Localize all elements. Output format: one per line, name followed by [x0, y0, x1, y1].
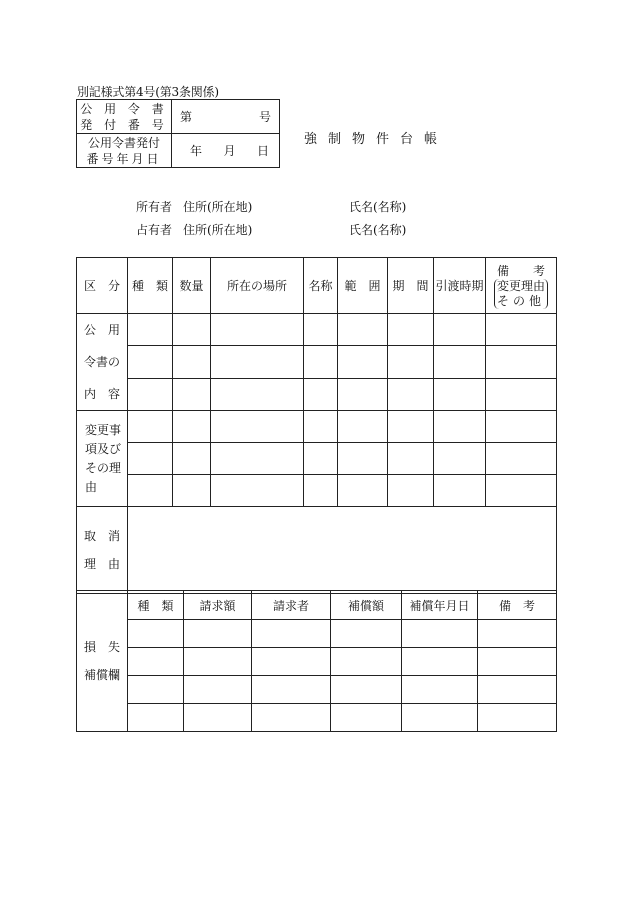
occupant-address-label: 住所(所在地)	[183, 223, 253, 237]
issue-date-label-b: 番号年月日	[86, 151, 162, 166]
col-type: 種 類	[128, 258, 173, 314]
issue-number-prefix: 第	[180, 110, 193, 124]
table-row	[77, 378, 557, 410]
form-caption: 別記様式第4号(第3条関係)	[77, 85, 219, 99]
main-table	[76, 257, 557, 594]
owner-address-label: 住所(所在地)	[183, 200, 253, 214]
occupant-label: 占有者	[136, 223, 173, 237]
page-title: 強制物件台帳	[304, 132, 449, 147]
issue-number-suffix: 号	[258, 110, 271, 124]
section1-line-b: 令書の	[83, 355, 120, 369]
remarks-sub-a: 変更理由	[496, 278, 545, 293]
date-month: 月	[223, 144, 236, 158]
loss-col-compensation-amount: 補償額	[331, 591, 402, 620]
cancellation-reason-field	[128, 507, 557, 594]
section-loss-compensation	[77, 591, 128, 732]
table-row	[77, 314, 557, 346]
issue-number-value-cell	[172, 100, 280, 134]
loss-col-remarks: 備 考	[478, 591, 557, 620]
col-name: 名称	[304, 258, 338, 314]
remarks-header: 備 考	[496, 263, 545, 278]
issue-number-label-a: 公 用 令 書	[80, 101, 168, 116]
remarks-note	[494, 279, 548, 309]
table-row	[77, 704, 557, 732]
occupant-name-label: 氏名(名称)	[349, 223, 407, 237]
date-year: 年	[190, 144, 203, 158]
issue-number-label-b: 発 付 番 号	[80, 117, 168, 132]
table-row	[77, 443, 557, 475]
table-row	[77, 411, 557, 443]
loss-label-a: 損 失	[83, 640, 120, 654]
section2-label: 変更事項及びその理由	[85, 422, 122, 494]
issue-date-label-cell	[77, 134, 172, 168]
table-row	[77, 620, 557, 648]
loss-col-claimant: 請求者	[252, 591, 331, 620]
section-order-content	[77, 314, 128, 411]
col-category: 区 分	[77, 258, 128, 314]
loss-col-claim-amount: 請求額	[184, 591, 252, 620]
table-row	[77, 507, 557, 594]
table-row	[77, 346, 557, 378]
issue-number-label-cell	[77, 100, 172, 134]
col-period: 期 間	[388, 258, 434, 314]
owner-label: 所有者	[136, 200, 173, 214]
main-header-row	[77, 258, 557, 314]
col-location: 所在の場所	[211, 258, 304, 314]
section-cancellation	[77, 507, 128, 594]
table-row	[77, 475, 557, 507]
col-range: 範 囲	[338, 258, 388, 314]
loss-col-compensation-date: 補償年月日	[402, 591, 478, 620]
section-changes	[77, 411, 128, 507]
table-row	[77, 648, 557, 676]
loss-col-type: 種 類	[128, 591, 184, 620]
section3-line-a: 取 消	[83, 529, 120, 543]
loss-compensation-table	[76, 590, 557, 732]
col-remarks	[486, 258, 557, 314]
col-quantity: 数量	[173, 258, 211, 314]
issue-date-value-cell	[172, 134, 280, 168]
section1-line-c: 内 容	[83, 387, 120, 401]
issue-date-label-a: 公用令書発付	[87, 135, 160, 150]
section3-line-b: 理 由	[83, 557, 120, 571]
header-table	[76, 99, 280, 168]
section1-line-a: 公 用	[83, 323, 120, 337]
loss-label-b: 補償欄	[83, 668, 120, 682]
loss-header-row	[77, 591, 557, 620]
remarks-sub-b: その他	[496, 293, 545, 308]
owner-name-label: 氏名(名称)	[349, 200, 407, 214]
date-day: 日	[256, 144, 269, 158]
col-delivery-time: 引渡時期	[434, 258, 486, 314]
table-row	[77, 676, 557, 704]
